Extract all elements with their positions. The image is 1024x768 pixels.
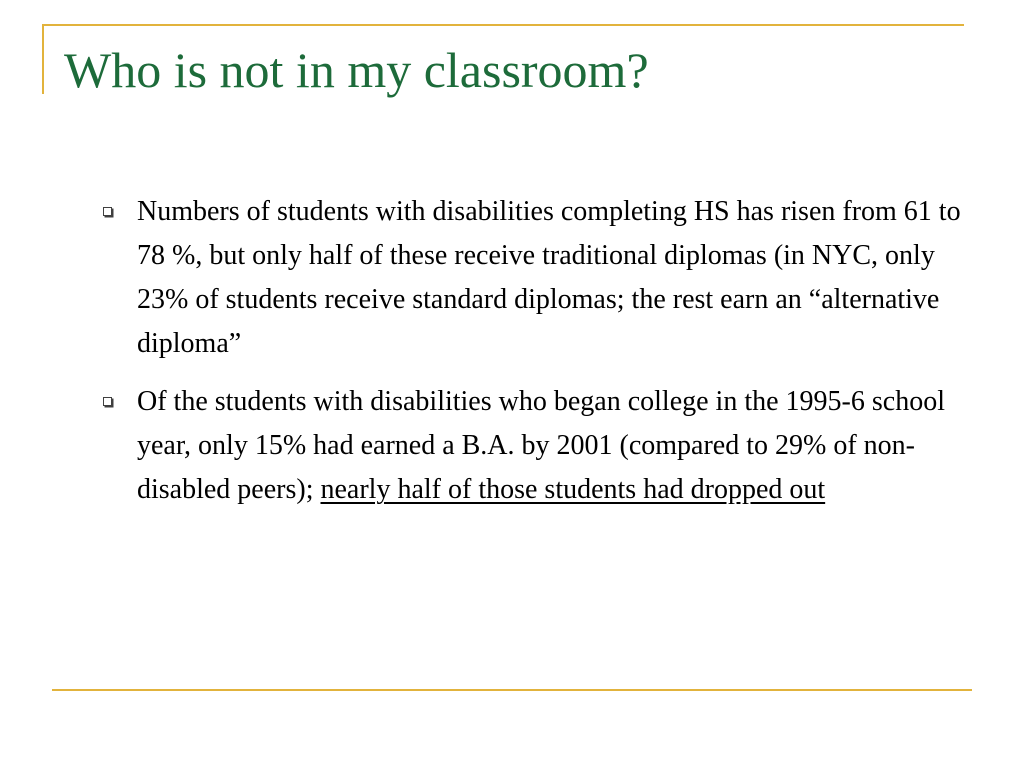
bullet-list [100, 190, 970, 526]
top-accent-rule [42, 24, 964, 26]
bullet-item-college-outcomes [100, 380, 970, 512]
bullet-text: Numbers of students with disabilities completing HS has risen from 61 to 78 %, but only half of these receive traditional diplomas (in NYC, only 23% of students receive standard diplomas; the rest earn an “alternative diploma” [137, 196, 961, 359]
bullet-text: Of the students with disabilities who began college in the 1995-6 school year, only 15% had earned a B.A. by 2001 (compared to 29% of non-disabled peers); [137, 386, 945, 505]
hollow-square-bullet-icon [103, 207, 112, 216]
left-accent-rule [42, 24, 44, 94]
hollow-square-bullet-icon [103, 397, 112, 406]
bottom-accent-rule [52, 689, 972, 691]
slide-title: Who is not in my classroom? [64, 42, 649, 98]
bullet-item-completion-rates [100, 190, 970, 366]
bullet-underlined-text: nearly half of those students had dropped out [320, 474, 826, 505]
